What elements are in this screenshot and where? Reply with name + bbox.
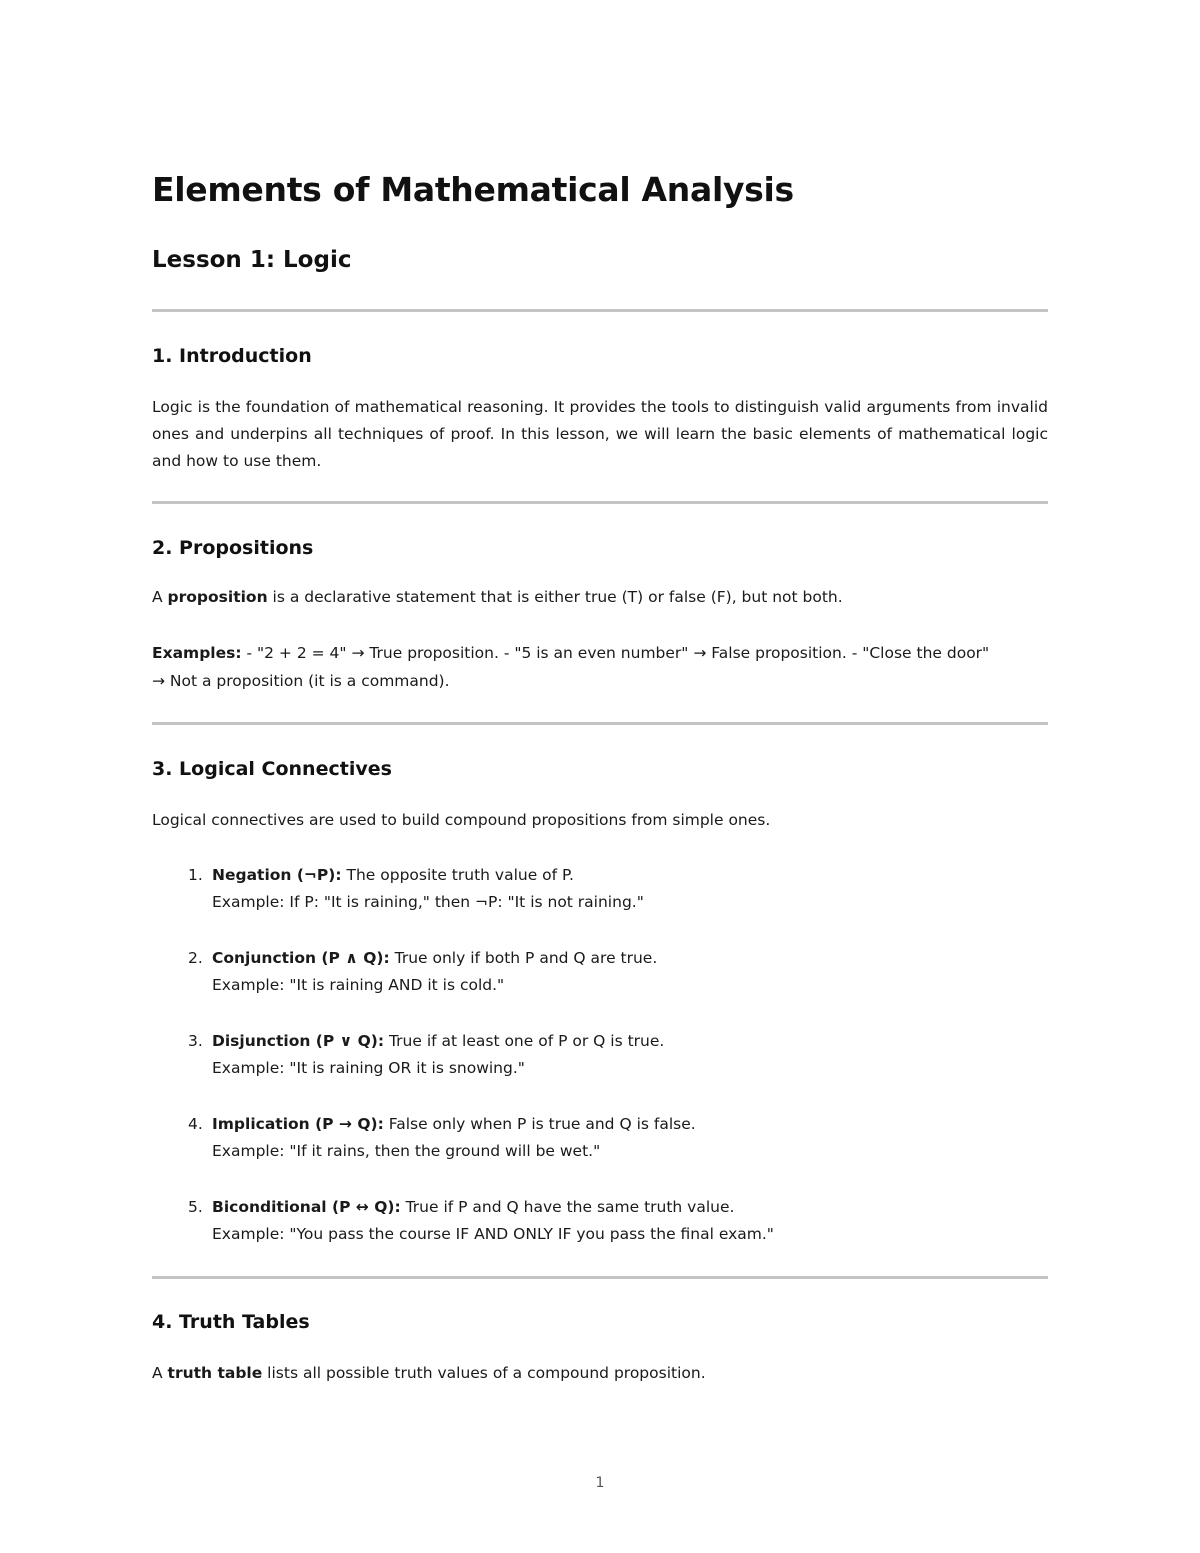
- proposition-definition: [152, 588, 843, 606]
- examples-continuation: → Not a proposition (it is a command).: [152, 672, 450, 690]
- list-item-number: 4.: [188, 1115, 203, 1133]
- connective-term: Disjunction (P ∨ Q):: [212, 1032, 385, 1050]
- list-item-number: 1.: [188, 866, 203, 884]
- definition-prefix: A: [152, 1364, 168, 1382]
- section-divider: [152, 309, 1048, 312]
- section-divider: [152, 722, 1048, 725]
- connective-example: Example: "You pass the course IF AND ONLY IF you pass the final exam.": [212, 1225, 774, 1243]
- truth-table-definition: [152, 1364, 706, 1382]
- connective-example: Example: If P: "It is raining," then ¬P: "It is not raining.": [212, 893, 644, 911]
- introduction-paragraph: Logic is the foundation of mathematical reasoning. It provides the tools to distinguish valid arguments from invalid ones and underpins all techniques of proof. In this lesson, we will learn the basic elements of mathematical logic and how to use them.: [152, 398, 1048, 470]
- lesson-title: Lesson 1: Logic: [152, 247, 352, 273]
- list-item-text: [212, 1115, 696, 1133]
- connective-example: Example: "It is raining OR it is snowing.": [212, 1059, 525, 1077]
- connective-example: Example: "It is raining AND it is cold.": [212, 976, 505, 994]
- section-heading-propositions: 2. Propositions: [152, 537, 314, 559]
- connective-description: True if P and Q have the same truth value.: [400, 1198, 735, 1216]
- connective-term: Negation (¬P):: [212, 866, 342, 884]
- definition-text: lists all possible truth values of a compound proposition.: [262, 1364, 706, 1382]
- connective-term: Biconditional (P ↔ Q):: [212, 1198, 401, 1216]
- list-item-text: [212, 1198, 734, 1216]
- definition-prefix: A: [152, 588, 168, 606]
- section-divider: [152, 501, 1048, 504]
- section-heading-introduction: 1. Introduction: [152, 345, 312, 367]
- connective-term: Conjunction (P ∧ Q):: [212, 949, 390, 967]
- connective-description: False only when P is true and Q is false.: [383, 1115, 696, 1133]
- definition-text: is a declarative statement that is either true (T) or false (F), but not both.: [267, 588, 843, 606]
- list-item-number: 5.: [188, 1198, 203, 1216]
- connective-example: Example: "If it rains, then the ground will be wet.": [212, 1142, 601, 1160]
- definition-term: proposition: [167, 588, 268, 606]
- definition-term: truth table: [167, 1364, 263, 1382]
- examples-label: Examples:: [152, 644, 242, 662]
- list-item-text: [212, 866, 574, 884]
- list-item-number: 2.: [188, 949, 203, 967]
- section-heading-connectives: 3. Logical Connectives: [152, 758, 392, 780]
- list-item-text: [212, 949, 657, 967]
- examples-line: [152, 644, 989, 662]
- section-divider: [152, 1276, 1048, 1279]
- examples-text: - "2 + 2 = 4" → True proposition. - "5 is an even number" → False proposition. - "Close the door": [241, 644, 990, 662]
- document-title: Elements of Mathematical Analysis: [152, 170, 794, 209]
- page-number: 1: [595, 1475, 605, 1491]
- connective-description: True if at least one of P or Q is true.: [384, 1032, 665, 1050]
- list-item-number: 3.: [188, 1032, 203, 1050]
- list-item-text: [212, 1032, 664, 1050]
- connective-description: True only if both P and Q are true.: [389, 949, 658, 967]
- section-heading-truth-tables: 4. Truth Tables: [152, 1311, 310, 1333]
- connective-term: Implication (P → Q):: [212, 1115, 384, 1133]
- connective-description: The opposite truth value of P.: [341, 866, 574, 884]
- connectives-intro: Logical connectives are used to build compound propositions from simple ones.: [152, 811, 771, 829]
